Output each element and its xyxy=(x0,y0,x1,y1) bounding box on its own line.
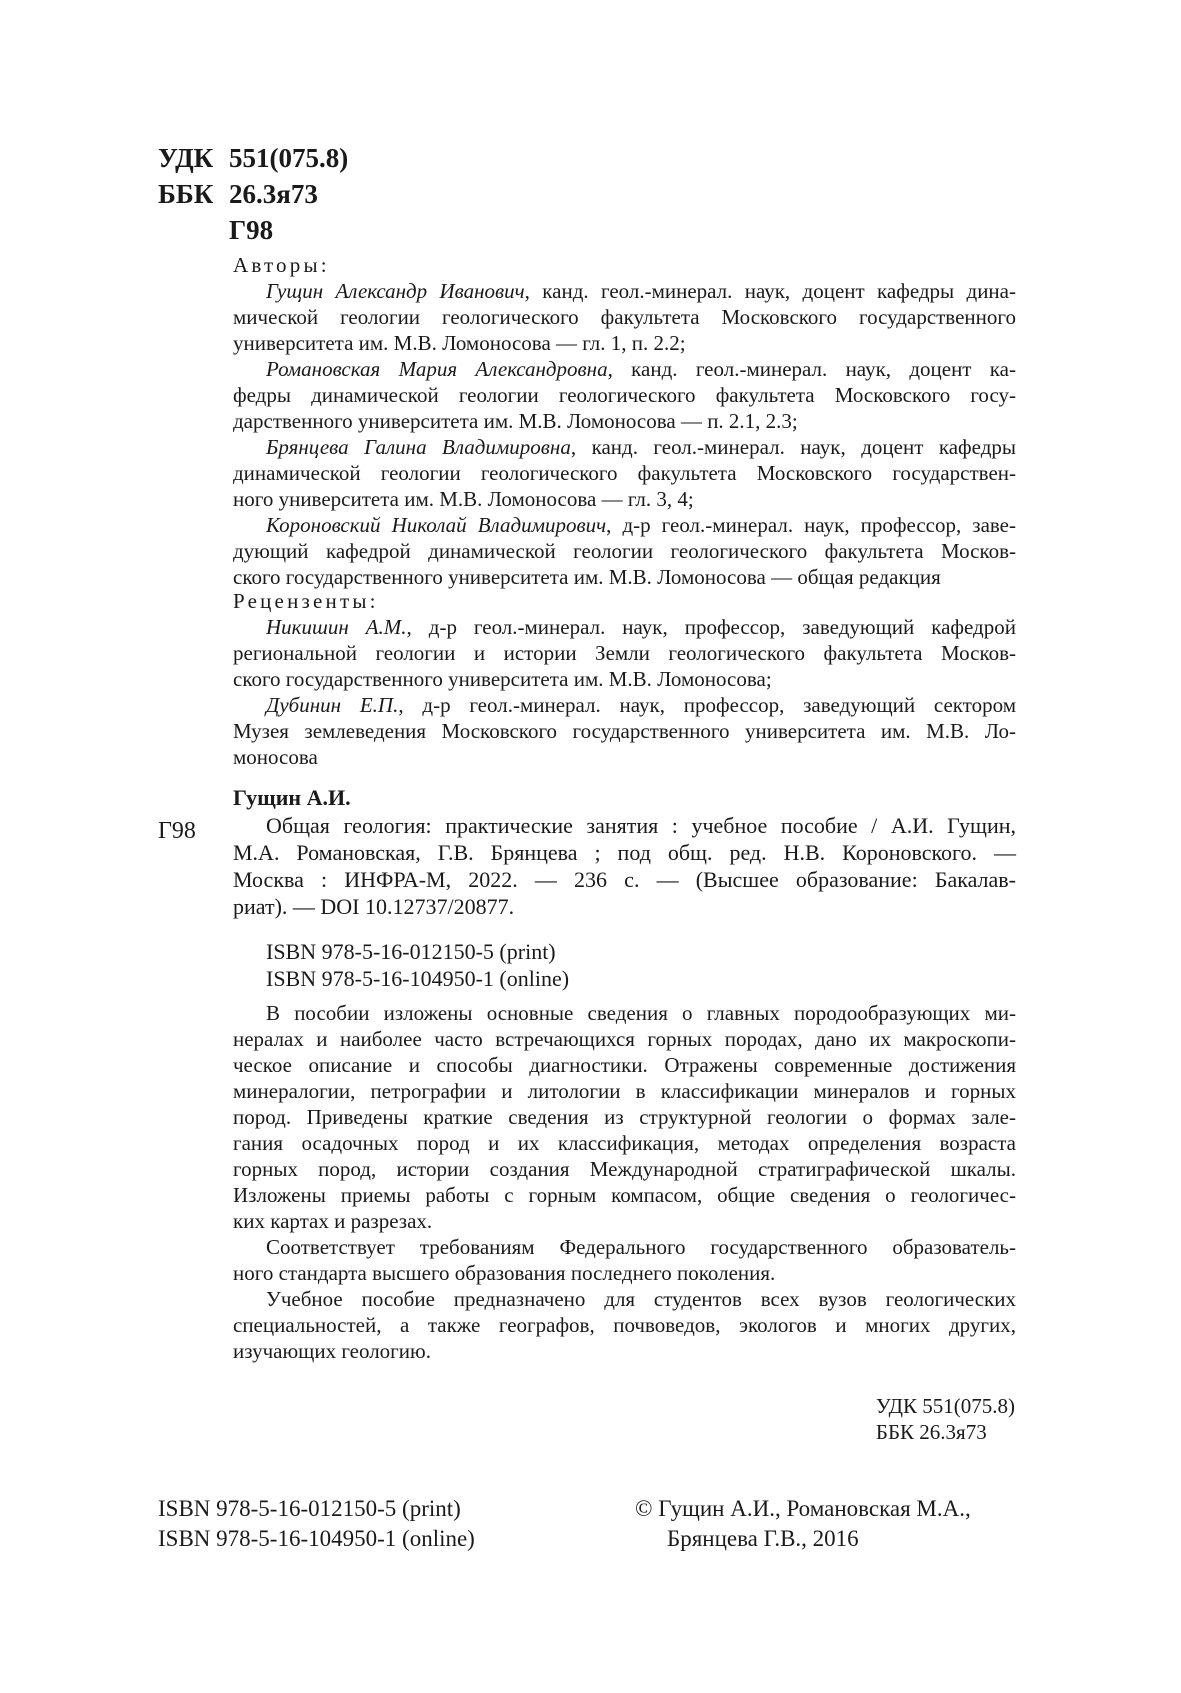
copyright-line: Брянцева Г.В., 2016 xyxy=(667,1526,859,1551)
abstract-paragraph: В пособии изложены основные сведения о главных породообразующих ми- нералах и наиболее часто встречающихся горных породах, дано их макроскопи- ческое описание и способы диагностики. Отражены современные достижения минералогии, петрографии и литологии в классификации минералов и горных пород. Приведены краткие сведения из структурной геологии о формах зале- гания осадочных пород и их классификация, методах определения возраста горных пород, истории создания Международной стратиграфической шкалы. Изложены приемы работы с горным компасом, общие сведения о геологичес- ких картах и разрезах. xyxy=(233,1001,1016,1233)
isbn-print: ISBN 978-5-16-012150-5 (print) xyxy=(266,939,556,964)
abstract xyxy=(233,1000,1016,1364)
classification-footer xyxy=(876,1393,1015,1445)
reference-line: риат). — DOI 10.12737/20877. xyxy=(233,894,515,919)
author-name: Романовская Мария Александровна xyxy=(266,357,608,381)
author-entry: Короновский Николай Владимирович, д-р геол.-минерал. наук, профессор, заве- дующий кафедрой динамической геологии геологического факультета Москов- ского государственного университета им. М.В. Ломоносова — общая редакция xyxy=(233,513,1016,589)
reference-line: Москва : ИНФРА-М, 2022. — 236 с. — (Высшее образование: Бакалав- xyxy=(233,867,1016,892)
margin-author-mark: Г98 xyxy=(158,818,196,844)
author-name: Гущин Александр Иванович xyxy=(266,279,525,303)
reviewer-text-line: Музея землеведения Московского государственного университета им. М.В. Ло- xyxy=(233,719,1016,743)
author-text-line: дующий кафедрой динамической геологии геологического факультета Москов- xyxy=(233,539,1016,563)
reviewer-text-line: региональной геологии и истории Земли геологического факультета Москов- xyxy=(233,641,1016,665)
author-name: Брянцева Галина Владимировна xyxy=(266,435,571,459)
isbn-list xyxy=(233,938,1016,992)
author-text-line: мической геологии геологического факультета Московского государственного xyxy=(233,305,1016,329)
author-text-line: динамической геологии геологического факультета Московского государствен- xyxy=(233,461,1016,485)
bbk-label: ББК xyxy=(158,179,214,209)
author-name: Короновский Николай Владимирович xyxy=(266,513,607,537)
footer-isbn xyxy=(158,1494,475,1554)
authors-section xyxy=(233,252,1016,590)
udk-footer: УДК 551(075.8) xyxy=(875,1394,1015,1418)
reference-line: М.А. Романовская, Г.В. Брянцева ; под общ. ред. Н.В. Короновского. — xyxy=(233,840,1016,865)
author-text-line: ского государственного университета им. М.В. Ломоносова — общая редакция xyxy=(233,565,941,589)
author-entry: Гущин Александр Иванович, канд. геол.-минерал. наук, доцент кафедры дина- мической геологии геологического факультета Московского государственного университета им. М.В. Ломоносова — гл. 1, п. 2.2; xyxy=(233,279,1016,355)
author-text-line: федры динамической геологии геологического факультета Московского госу- xyxy=(233,383,1016,407)
bbk-row xyxy=(158,176,348,212)
copyright xyxy=(635,1494,971,1554)
bbk-footer: ББК 26.3я73 xyxy=(875,1420,987,1444)
footer-isbn-print: ISBN 978-5-16-012150-5 (print) xyxy=(158,1496,461,1521)
footer-isbn-online: ISBN 978-5-16-104950-1 (online) xyxy=(158,1526,475,1551)
udk-row xyxy=(158,140,348,176)
reviewer-name: Дубинин Е.П. xyxy=(266,693,399,717)
reviewer-text-line: ского государственного университета им. М.В. Ломоносова; xyxy=(233,667,772,691)
author-entry: Брянцева Галина Владимировна, канд. геол.-минерал. наук, доцент кафедры динамической геологии геологического факультета Московского государствен- ного университета им. М.В. Ломоносова — гл. 3, 4; xyxy=(233,435,1016,511)
reference-author: Гущин А.И. xyxy=(233,785,351,810)
reference-line: Общая геология: практические занятия : учебное пособие / А.И. Гущин, xyxy=(266,813,1016,838)
author-mark: Г98 xyxy=(229,215,274,245)
author-text-line: ного университета им. М.В. Ломоносова — гл. 3, 4; xyxy=(233,487,694,511)
bbk-value: 26.3я73 xyxy=(229,179,318,209)
abstract-paragraph: Соответствует требованиям Федерального государственного образователь- ного стандарта высшего образования последнего поколения. xyxy=(233,1235,1016,1285)
reviewer-name: Никишин А.М. xyxy=(266,615,407,639)
bibliographic-reference xyxy=(233,812,1016,920)
isbn-online: ISBN 978-5-16-104950-1 (online) xyxy=(266,966,570,991)
classification-codes xyxy=(158,140,348,248)
author-entry: Романовская Мария Александровна, канд. геол.-минерал. наук, доцент ка- федры динамической геологии геологического факультета Московского госу- дарственного университета им. М.В. Ломоносова — п. 2.1, 2.3; xyxy=(233,357,1016,433)
reviewers-section xyxy=(233,588,1016,770)
reviewer-entry: Дубинин Е.П., д-р геол.-минерал. наук, профессор, заведующий сектором Музея землеведения Московского государственного университета им. М.В. Ло- моносова xyxy=(233,693,1016,769)
author-text-line: дарственного университета им. М.В. Ломоносова — п. 2.1, 2.3; xyxy=(233,409,798,433)
copyright-line: © Гущин А.И., Романовская М.А., xyxy=(635,1496,971,1521)
udk-value: 551(075.8) xyxy=(229,143,349,173)
udk-label: УДК xyxy=(158,143,214,173)
reviewer-text-line: моносова xyxy=(233,745,318,769)
abstract-paragraph: Учебное пособие предназначено для студентов всех вузов геологических специальностей, а также географов, почвоведов, экологов и многих других, изучающих геологию. xyxy=(233,1287,1016,1363)
author-text-line: университета им. М.В. Ломоносова — гл. 1, п. 2.2; xyxy=(233,331,686,355)
reviewers-heading: Рецензенты: xyxy=(233,589,379,613)
authors-heading: Авторы: xyxy=(233,253,330,277)
reviewer-entry: Никишин А.М., д-р геол.-минерал. наук, профессор, заведующий кафедрой региональной геологии и истории Земли геологического факультета Москов- ского государственного университета им. М.В. Ломоносова; xyxy=(233,615,1016,691)
